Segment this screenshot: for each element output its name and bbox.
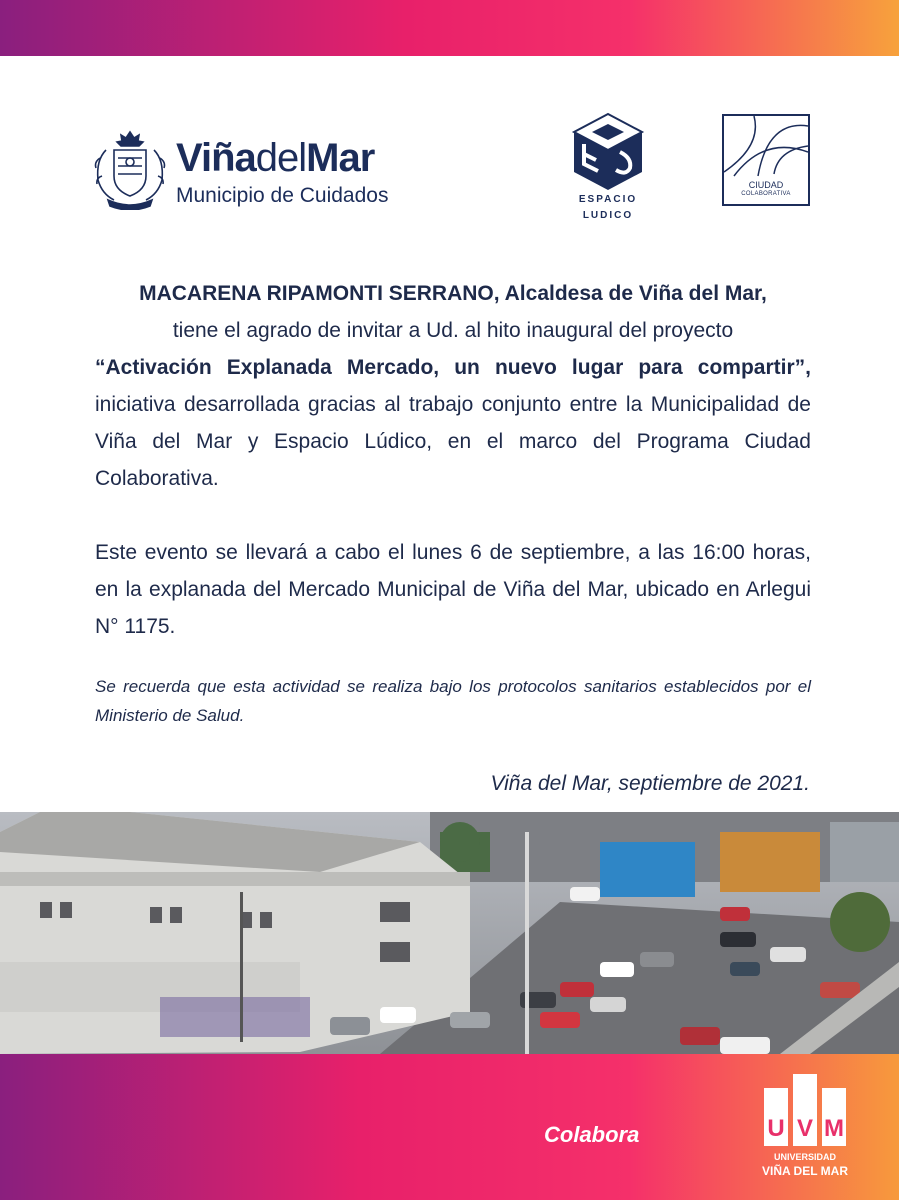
vina-logo-subtitle: Municipio de Cuidados (176, 184, 389, 207)
invitation-paragraph (95, 275, 811, 497)
ciudad-colaborativa-logo (722, 114, 810, 206)
colabora-label: Colabora (544, 1122, 640, 1147)
espacio-logo-line1: ESPACIO (578, 194, 638, 205)
top-gradient-band (0, 0, 899, 56)
uvm-logo (762, 1074, 848, 1184)
project-description: iniciativa desarrollada gracias al trabajo conjunto entre la Municipalidad de Viña del Mar y Espacio Lúdico, en el marco del Programa Ciudad Colaborativa. (95, 393, 811, 490)
vina-logo-wordmark (176, 136, 374, 181)
uvm-logo-line2: VIÑA DEL MAR (761, 1164, 848, 1178)
uvm-letter-m: M (824, 1115, 844, 1142)
event-details: Este evento se llevará a cabo el lunes 6 de septiembre, a las 16:00 horas, en la explanada del Mercado Municipal de Viña del Mar, ubicado en Arlegui N° 1175. (95, 541, 811, 638)
project-title: “Activación Explanada Mercado, un nuevo lugar para compartir”, (95, 356, 811, 379)
market-esplanade-photo (0, 812, 899, 1054)
coat-of-arms-icon (92, 128, 168, 210)
uvm-letter-v: V (796, 1115, 814, 1142)
uvm-letters-icon (762, 1074, 848, 1150)
espacio-ludico-logo (570, 112, 646, 224)
ciudad-logo-line2: COLABORATIVA (741, 191, 791, 197)
ciudad-logo-line1: CIUDAD (748, 180, 784, 190)
vina-del-mar-logo (92, 128, 412, 213)
uvm-logo-line1: UNIVERSIDAD (773, 1152, 836, 1162)
wordmark-mar: Mar (306, 136, 375, 180)
wordmark-del: del (255, 136, 307, 180)
espacio-logo-line2: LUDICO (582, 210, 634, 221)
wordmark-vina: Viña (176, 136, 256, 180)
invitation-intro: tiene el agrado de invitar a Ud. al hito inaugural del proyecto (172, 319, 734, 342)
uvm-letter-u: U (767, 1115, 785, 1142)
espacio-ludico-cube-icon (570, 112, 646, 192)
sanitary-note: Se recuerda que esta actividad se realiza bajo los protocolos sanitarios establecidos por el Ministerio de Salud. (95, 677, 811, 725)
signoff-date: Viña del Mar, septiembre de 2021. (490, 772, 810, 795)
host-name: MACARENA RIPAMONTI SERRANO, Alcaldesa de Viña del Mar, (139, 282, 767, 305)
